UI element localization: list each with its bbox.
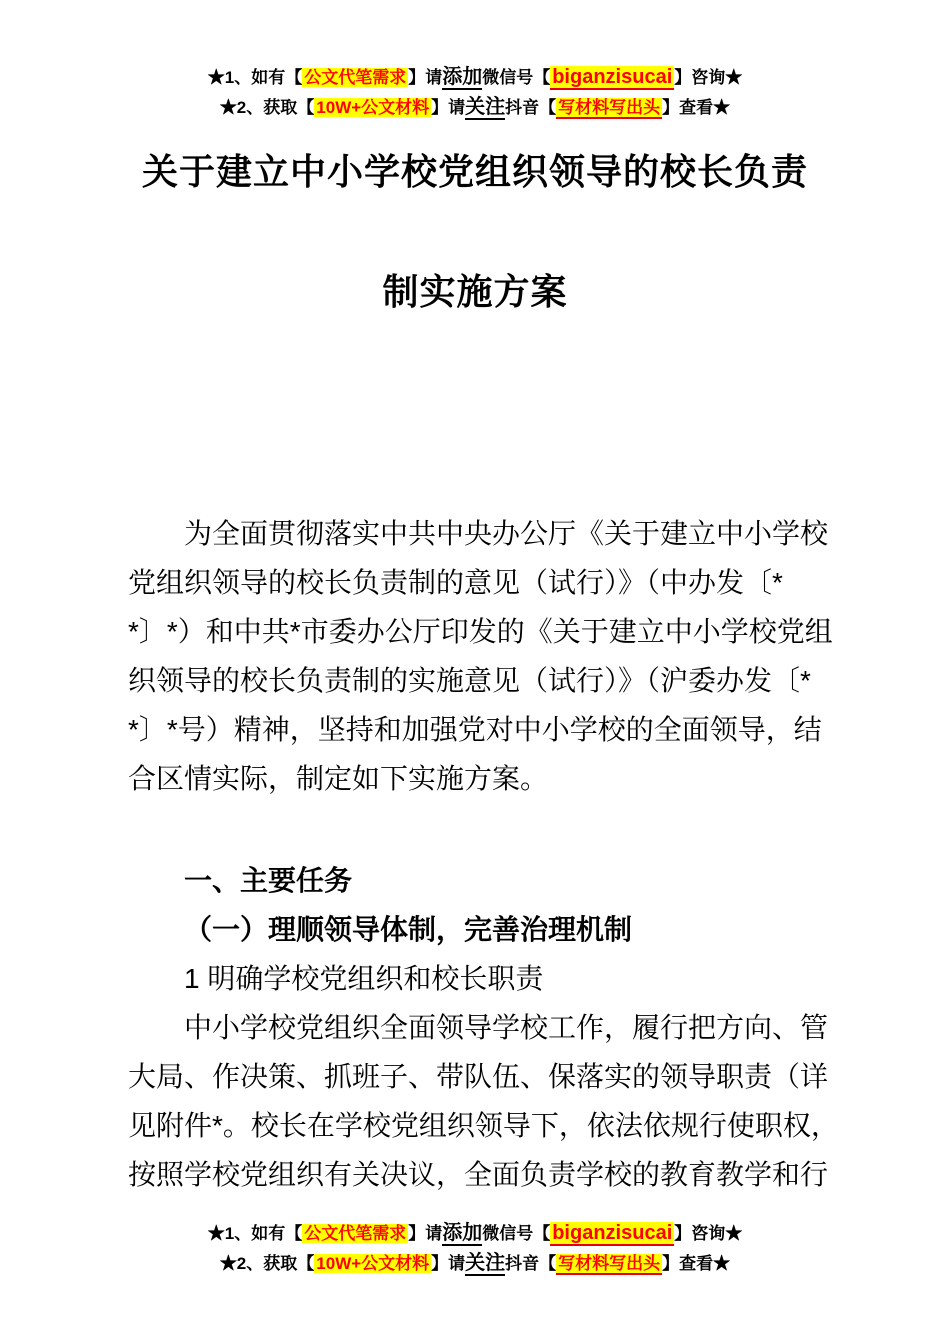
promo-text: ★2、获取【 xyxy=(219,1254,315,1273)
heading-h3 xyxy=(128,954,828,1003)
promo-emphasis-text: 添加 xyxy=(442,66,483,88)
promo-highlight-text: 公文代笔需求 xyxy=(304,68,407,87)
promo-text: 】咨询★ xyxy=(674,1224,743,1243)
promo-text: ★1、如有【 xyxy=(207,1224,303,1243)
promo-text: ★1、如有【 xyxy=(207,68,303,87)
promo-emphasis-text: 关注 xyxy=(465,96,506,118)
promo-text: ★2、获取【 xyxy=(219,98,315,117)
promo-highlight-text: 公文代笔需求 xyxy=(304,1224,407,1243)
document-line: 党组织领导的校长负责制的意见（试行）》（中办发〔* xyxy=(128,567,783,598)
document-line: 大局、作决策、抓班子、带队伍、保落实的领导职责（详 xyxy=(128,1061,829,1092)
document-line: 织领导的校长负责制的实施意见（试行）》（沪委办发〔* xyxy=(128,665,811,696)
document-line: 一、主要任务 xyxy=(184,865,353,896)
heading-h2 xyxy=(128,905,828,954)
promo-text: 微信号【 xyxy=(482,68,551,87)
document-title-line: 关于建立中小学校党组织领导的校长负责 xyxy=(141,151,808,192)
promo-banner-top xyxy=(0,0,950,122)
promo-text: 微信号【 xyxy=(482,1224,551,1243)
promo-text: 】查看★ xyxy=(662,1254,731,1273)
promo-text: 】请 xyxy=(431,1254,466,1273)
promo-line xyxy=(0,62,950,92)
promo-highlight-text: biganzisucai xyxy=(552,66,673,88)
document-title-line: 制实施方案 xyxy=(382,271,568,312)
promo-highlight-text: 写材料写出头 xyxy=(558,98,661,117)
promo-highlight-text: 10W+公文材料 xyxy=(316,1254,430,1273)
document-title xyxy=(0,112,950,352)
promo-text: 抖音【 xyxy=(505,98,557,117)
promo-text: 】查看★ xyxy=(662,98,731,117)
document-line: *〕*号）精神，坚持和加强党对中小学校的全面领导，结 xyxy=(128,714,822,745)
document-line: 按照学校党组织有关决议，全面负责学校的教育教学和行 xyxy=(128,1159,829,1190)
promo-text: 抖音【 xyxy=(505,1254,557,1273)
promo-line xyxy=(0,1218,950,1248)
promo-highlight-text: 10W+公文材料 xyxy=(316,98,430,117)
promo-text: 】咨询★ xyxy=(674,68,743,87)
promo-line xyxy=(0,1248,950,1278)
promo-highlight-text: biganzisucai xyxy=(552,1222,673,1244)
promo-emphasis-text: 关注 xyxy=(465,1252,506,1274)
promo-text: 】请 xyxy=(431,98,466,117)
heading-h1 xyxy=(128,856,828,905)
promo-emphasis-text: 添加 xyxy=(442,1222,483,1244)
promo-text: 】请 xyxy=(408,1224,443,1243)
document-line: （一）理顺领导体制，完善治理机制 xyxy=(184,914,633,945)
document-body xyxy=(128,509,839,1199)
promo-text: 】请 xyxy=(408,68,443,87)
document-line: 见附件*。校长在学校党组织领导下，依法依规行使职权， xyxy=(128,1110,839,1141)
promo-banner-bottom xyxy=(0,1218,950,1278)
document-line: 1 明确学校党组织和校长职责 xyxy=(184,963,544,994)
document-line: 中小学校党组织全面领导学校工作，履行把方向、管 xyxy=(184,1012,829,1043)
promo-highlight-text: 写材料写出头 xyxy=(558,1254,661,1273)
document-line: 合区情实际，制定如下实施方案。 xyxy=(128,763,549,794)
document-line: *〕*）和中共*市委办公厅印发的《关于建立中小学校党组 xyxy=(128,616,833,647)
document-line: 为全面贯彻落实中共中央办公厅《关于建立中小学校 xyxy=(184,518,829,549)
paragraph xyxy=(128,509,833,803)
paragraph xyxy=(128,1003,839,1199)
